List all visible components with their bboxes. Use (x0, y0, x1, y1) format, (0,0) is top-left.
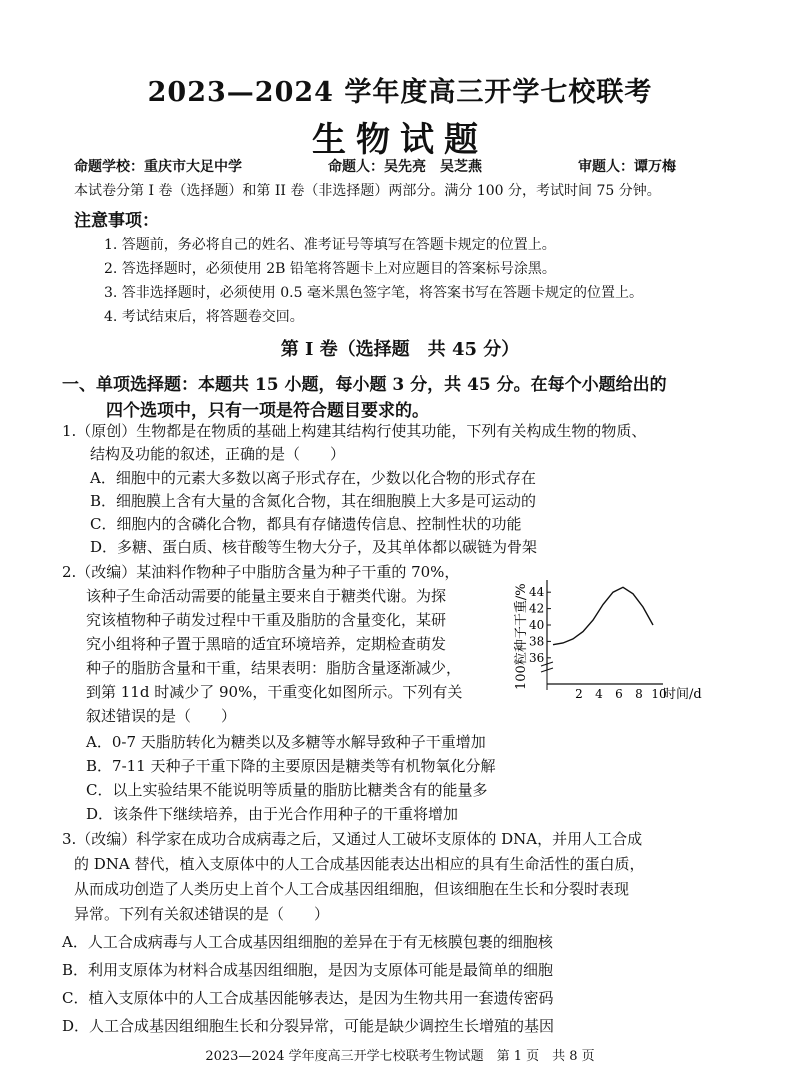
chart-series-line (553, 587, 653, 644)
question-2-option-a: A．0-7 天脂肪转化为糖类以及多糖等水解导致种子干重增加 (86, 733, 486, 751)
exam-intro: 本试卷分第 I 卷（选择题）和第 II 卷（非选择题）两部分。满分 100 分，考试时间 75 分钟。 (74, 183, 661, 199)
question-3-option-b: B．利用支原体为材料合成基因组细胞，是因为支原体可能是最简单的细胞 (62, 961, 554, 979)
question-3-option-c: C．植入支原体中的人工合成基因能够表达，是因为生物共用一套遗传密码 (62, 989, 554, 1007)
notice-item: 1. 答题前，务必将自己的姓名、准考证号等填写在答题卡规定的位置上。 (104, 237, 556, 253)
chart-x-tick-label: 2 (575, 687, 583, 701)
dry-weight-chart (505, 562, 720, 712)
question-1-option-b: B．细胞膜上含有大量的含氮化合物，其在细胞膜上大多是可运动的 (90, 492, 537, 510)
question-1-option-c: C．细胞内的含磷化合物，都具有存储遗传信息、控制性状的功能 (90, 515, 522, 533)
chart-y-tick-label: 40 (529, 618, 545, 632)
question-1-option-d: D．多糖、蛋白质、核苷酸等生物大分子，及其单体都以碳链为骨架 (90, 538, 538, 556)
question-2-stem: 该种子生命活动需要的能量主要来自于糖类代谢。为探 (86, 587, 447, 605)
question-3-stem: 从而成功创造了人类历史上首个人工合成基因组细胞，但该细胞在生长和分裂时表现 (74, 880, 630, 898)
question-1-stem: 1.（原创）生物都是在物质的基础上构建其结构行使其功能，下列有关构成生物的物质、 (62, 422, 647, 440)
chart-x-axis-label: 时间/d (663, 687, 702, 702)
chart-x-tick-label: 6 (615, 687, 623, 701)
chart-x-tick-label: 4 (595, 687, 603, 701)
notice-item: 4. 考试结束后，将答题卷交回。 (104, 309, 304, 325)
exam-title: 2023—2024 学年度高三开学七校联考 (147, 77, 653, 108)
question-1-stem: 结构及功能的叙述，正确的是（ ） (90, 445, 346, 463)
question-3-stem: 异常。下列有关叙述错误的是（ ） (74, 905, 330, 923)
subject-title: 生物试题 (312, 120, 488, 160)
notice-item: 3. 答非选择题时，必须使用 0.5 毫米黑色签字笔，将答案书写在答题卡规定的位置上。 (104, 285, 643, 301)
school-label: 命题学校：重庆市大足中学 (74, 159, 242, 175)
question-2-stem: 2.（改编）某油料作物种子中脂肪含量为种子干重的 70%， (62, 563, 460, 581)
question-2-option-c: C．以上实验结果不能说明等质量的脂肪比糖类含有的能量多 (86, 781, 488, 799)
question-2-stem: 种子的脂肪含量和干重，结果表明：脂肪含量逐渐减少， (86, 659, 462, 677)
section-title: 第 I 卷（选择题 共 45 分） (280, 339, 520, 360)
question-2-option-d: D．该条件下继续培养，由于光合作用种子的干重将增加 (86, 805, 459, 823)
chart-x-tick-label: 8 (635, 687, 643, 701)
page-footer: 2023—2024 学年度高三开学七校联考生物试题 第 1 页 共 8 页 (205, 1049, 595, 1064)
question-3-stem: 的 DNA 替代，植入支原体中的人工合成基因能表达出相应的具有生命活性的蛋白质， (74, 855, 645, 873)
notice-heading: 注意事项： (74, 211, 159, 231)
question-3-option-a: A．人工合成病毒与人工合成基因组细胞的差异在于有无核膜包裹的细胞核 (62, 933, 553, 951)
question-1-option-a: A．细胞中的元素大多数以离子形式存在，少数以化合物的形式存在 (90, 469, 536, 487)
question-2-stem: 到第 11d 时减少了 90%，干重变化如图所示。下列有关 (86, 683, 463, 701)
chart-y-axis-label: 100粒种子干重/% (514, 583, 529, 690)
notice-item: 2. 答选择题时，必须使用 2B 铅笔将答题卡上对应题目的答案标号涂黑。 (104, 261, 556, 277)
part-heading-line2: 四个选项中，只有一项是符合题目要求的。 (106, 401, 429, 421)
chart-x-tick-label: 10 (651, 687, 667, 701)
part-heading-line1: 一、单项选择题：本题共 15 小题，每小题 3 分，共 45 分。在每个小题给出的 (62, 375, 667, 395)
question-3-stem: 3.（改编）科学家在成功合成病毒之后，又通过人工破坏支原体的 DNA，并用人工合成 (62, 830, 643, 848)
chart-y-tick-label: 36 (529, 650, 545, 665)
chart-y-tick-label: 44 (529, 585, 545, 600)
reviewer-label: 审题人：谭万梅 (578, 159, 676, 175)
chart-y-tick-label: 38 (529, 634, 545, 649)
question-3-option-d: D．人工合成基因组细胞生长和分裂异常，可能是缺少调控生长增殖的基因 (62, 1017, 555, 1035)
question-2-stem: 究小组将种子置于黑暗的适宜环境培养，定期检查萌发 (86, 635, 447, 653)
question-2-stem: 究该植物种子萌发过程中干重及脂肪的含量变化，某研 (86, 611, 447, 629)
author-label: 命题人：吴先亮 吴芝燕 (328, 159, 482, 175)
question-2-stem: 叙述错误的是（ ） (86, 707, 237, 725)
question-2-option-b: B．7-11 天种子干重下降的主要原因是糖类等有机物氧化分解 (86, 757, 496, 775)
chart-y-tick-label: 42 (529, 601, 545, 616)
